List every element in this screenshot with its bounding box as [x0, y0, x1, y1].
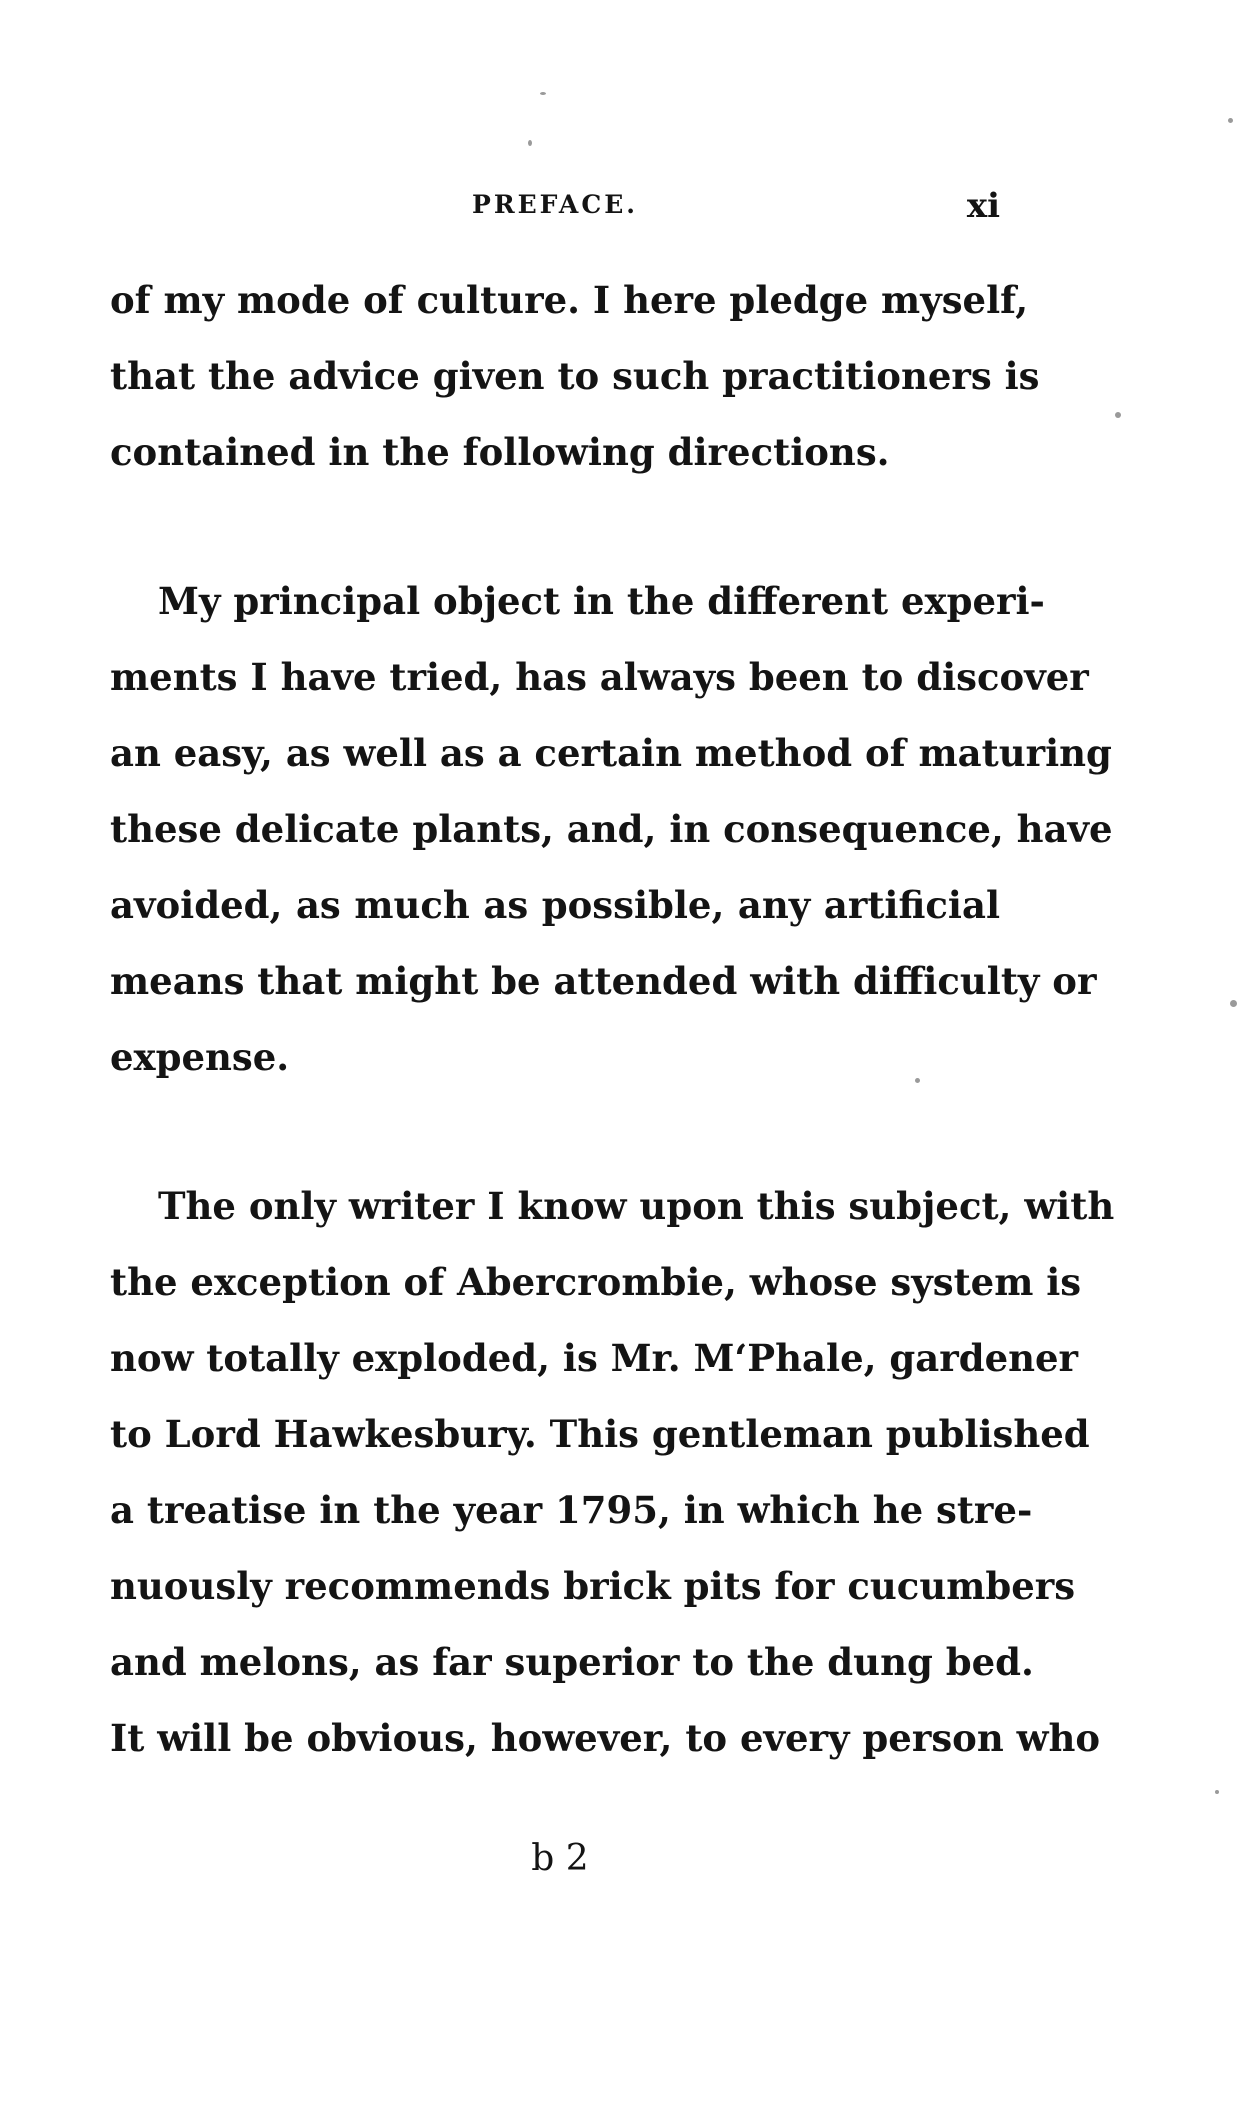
text-line: nuously recommends brick pits for cucumbers: [110, 1564, 1076, 1608]
text-line: means that might be attended with difficulty or: [110, 959, 1097, 1003]
signature-mark: b 2: [531, 1838, 589, 1879]
paragraph-2: [110, 563, 1113, 1095]
text-line: contained in the following directions.: [110, 430, 890, 474]
scan-speck: [1115, 412, 1121, 418]
text-line: ments I have tried, has always been to discover: [110, 655, 1089, 699]
text-line: avoided, as much as possible, any artificial: [110, 883, 1000, 927]
text-line: these delicate plants, and, in consequence, have: [110, 807, 1113, 851]
text-line: It will be obvious, however, to every person who: [110, 1716, 1101, 1760]
text-line: and melons, as far superior to the dung bed.: [110, 1640, 1034, 1684]
scan-speck: [915, 1078, 920, 1083]
scan-speck: [1228, 118, 1233, 123]
scan-speck: [528, 140, 532, 146]
text-line: to Lord Hawkesbury. This gentleman published: [110, 1412, 1090, 1456]
running-head: PREFACE.: [472, 190, 638, 219]
text-line: expense.: [110, 1035, 290, 1079]
scan-speck: [1230, 1000, 1237, 1007]
text-line: The only writer I know upon this subject, with: [158, 1184, 1115, 1228]
paragraph-1: [110, 262, 1040, 490]
scan-speck: [540, 92, 546, 95]
page-header: [110, 186, 1000, 230]
page-number: xi: [966, 186, 1000, 226]
text-line: an easy, as well as a certain method of maturing: [110, 731, 1112, 775]
text-line: the exception of Abercrombie, whose system is: [110, 1260, 1082, 1304]
scan-speck: [1215, 1790, 1219, 1794]
paragraph-3: [110, 1168, 1115, 1776]
text-line: My principal object in the different experi-: [158, 579, 1045, 623]
text-line: of my mode of culture. I here pledge myself,: [110, 278, 1029, 322]
text-line: now totally exploded, is Mr. M‘Phale, gardener: [110, 1336, 1079, 1380]
text-line: a treatise in the year 1795, in which he stre-: [110, 1488, 1033, 1532]
text-line: that the advice given to such practitioners is: [110, 354, 1040, 398]
